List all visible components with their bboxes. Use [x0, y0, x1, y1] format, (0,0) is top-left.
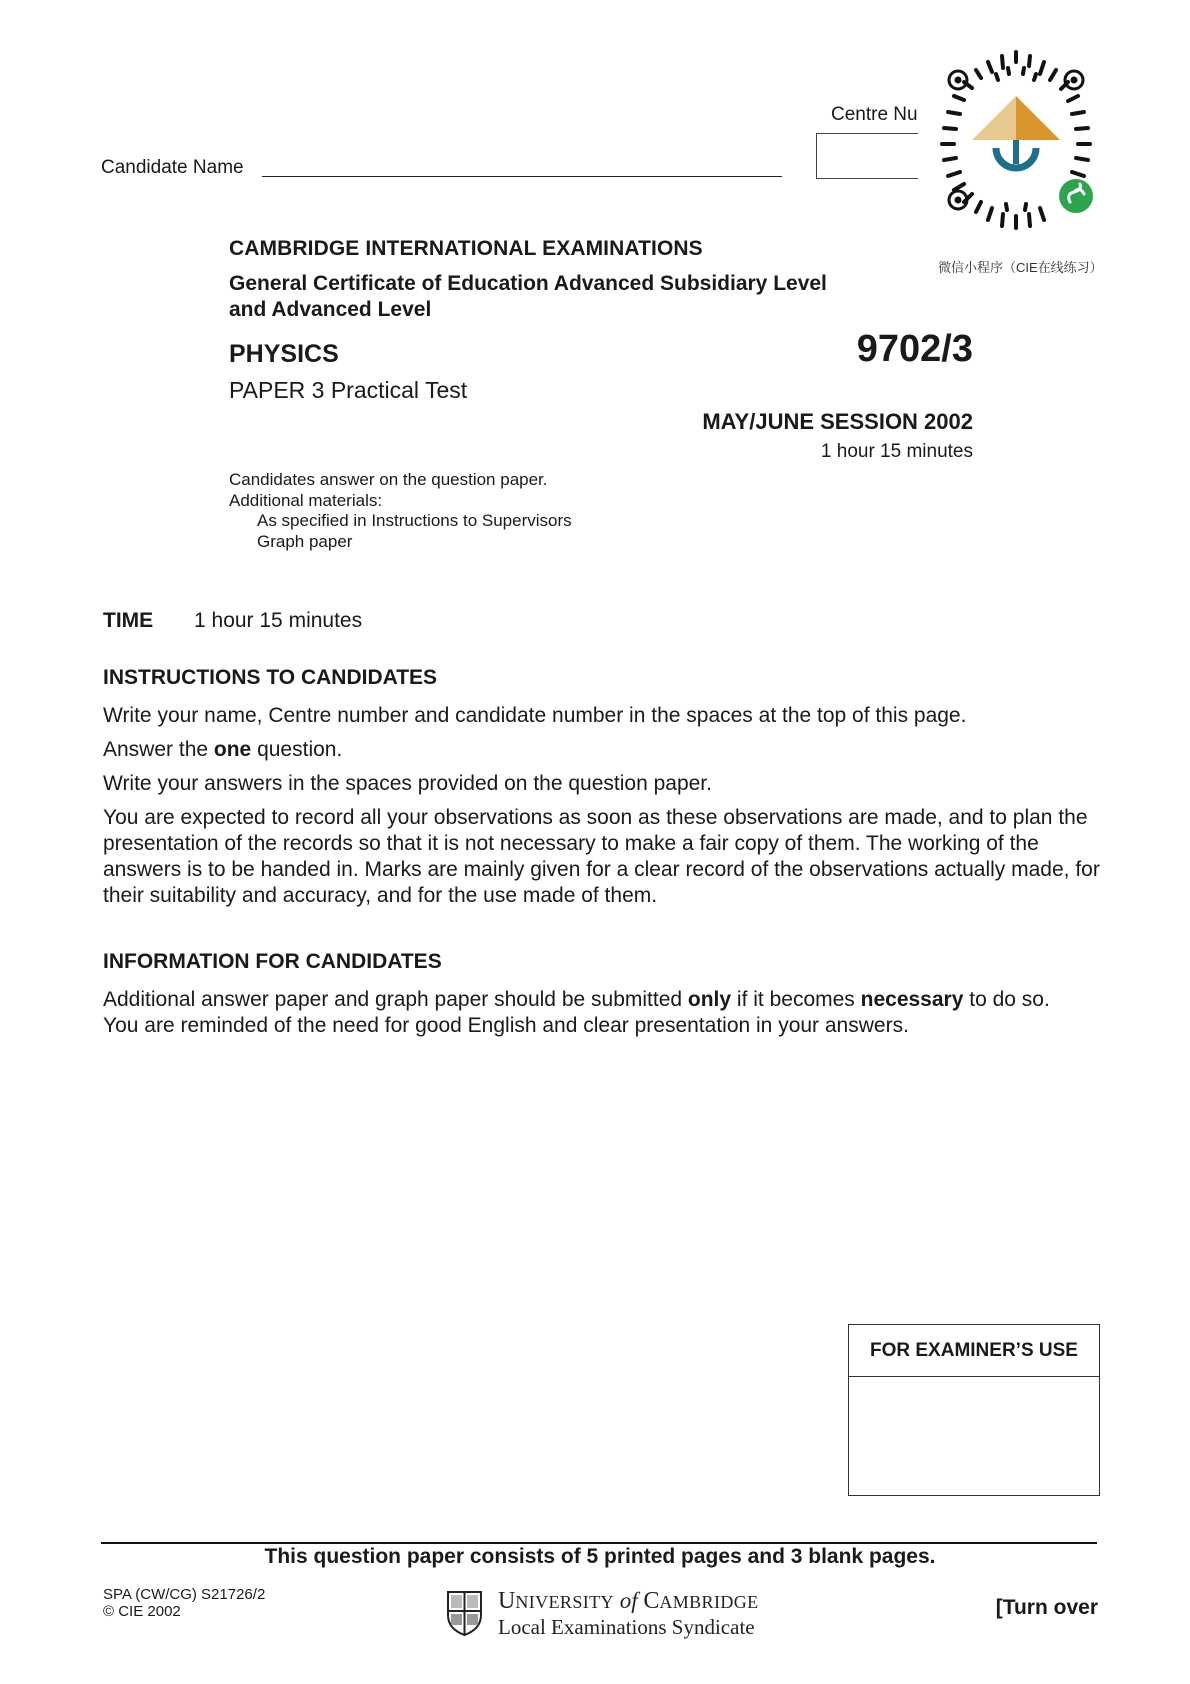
instructions-body — [103, 703, 1103, 917]
materials-item: As specified in Instructions to Supervisors — [257, 511, 572, 530]
mini-program-qr-code[interactable] — [918, 44, 1114, 240]
instruction-paragraph: Answer the one question. — [103, 738, 343, 761]
candidate-name-field[interactable] — [262, 176, 782, 177]
paper-code: 9702/3 — [856, 328, 973, 370]
materials-block — [229, 470, 572, 552]
qualification-line-2: and Advanced Level — [229, 298, 432, 321]
materials-line: Candidates answer on the question paper. — [229, 470, 548, 489]
information-body — [103, 987, 1103, 1039]
centre-number-field[interactable] — [816, 133, 921, 179]
mini-program-icon — [1059, 179, 1093, 213]
time-label: TIME — [103, 609, 154, 632]
candidate-name-label: Candidate Name — [101, 157, 244, 178]
instruction-paragraph: Write your answers in the spaces provided on the question paper. — [103, 772, 712, 795]
materials-line: Additional materials: — [229, 490, 383, 510]
time-value: 1 hour 15 minutes — [194, 609, 363, 632]
copyright-line: © CIE 2002 — [103, 1603, 181, 1620]
information-paragraph: Additional answer paper and graph paper should be submitted only if it becomes necessary to do so. — [103, 988, 1050, 1011]
instruction-paragraph: You are expected to record all your observations as soon as these observations are made, and to plan the presentation of the records so that it is not necessary to make a fair copy of them. The working of the answers is to be handed in. Marks are mainly given for a clear record of the observations actually made, for their suitability and accuracy, and for the use made of them. — [103, 806, 1100, 907]
qualification-line-1: General Certificate of Education Advanced Subsidiary Level — [229, 272, 827, 295]
exam-session: MAY/JUNE SESSION 2002 — [702, 409, 973, 434]
turn-over-note: [Turn over — [995, 1596, 1098, 1619]
university-logo-text: UNIVERSITY of CAMBRIDGE Local Examinations Syndicate — [498, 1588, 759, 1639]
paper-reference — [103, 1586, 265, 1620]
information-paragraph: You are reminded of the need for good English and clear presentation in your answers. — [103, 1014, 909, 1037]
subject-title: PHYSICS — [229, 340, 339, 368]
examiner-use-heading: FOR EXAMINER’S USE — [849, 1325, 1099, 1377]
exam-duration: 1 hour 15 minutes — [820, 441, 973, 462]
mini-program-caption: 微信小程序（CIE在线练习） — [938, 260, 1103, 275]
paper-title: PAPER 3 Practical Test — [229, 377, 468, 403]
syndicate-name: Local Examinations Syndicate — [498, 1615, 755, 1639]
footer-divider — [101, 1542, 1097, 1544]
information-heading: INFORMATION FOR CANDIDATES — [103, 950, 442, 973]
organisation-title: CAMBRIDGE INTERNATIONAL EXAMINATIONS — [229, 237, 703, 260]
examiner-use-field[interactable] — [849, 1377, 1099, 1495]
cambridge-crest-icon — [445, 1589, 484, 1637]
examiner-use-box — [848, 1324, 1100, 1496]
instructions-heading: INSTRUCTIONS TO CANDIDATES — [103, 666, 438, 689]
materials-item: Graph paper — [257, 531, 353, 551]
centre-number-label: Centre Nu — [831, 104, 918, 125]
page-count-note: This question paper consists of 5 printed pages and 3 blank pages. — [264, 1545, 936, 1568]
reference-line: SPA (CW/CG) S21726/2 — [103, 1586, 266, 1603]
instruction-paragraph: Write your name, Centre number and candidate number in the spaces at the top of this page. — [103, 704, 967, 727]
